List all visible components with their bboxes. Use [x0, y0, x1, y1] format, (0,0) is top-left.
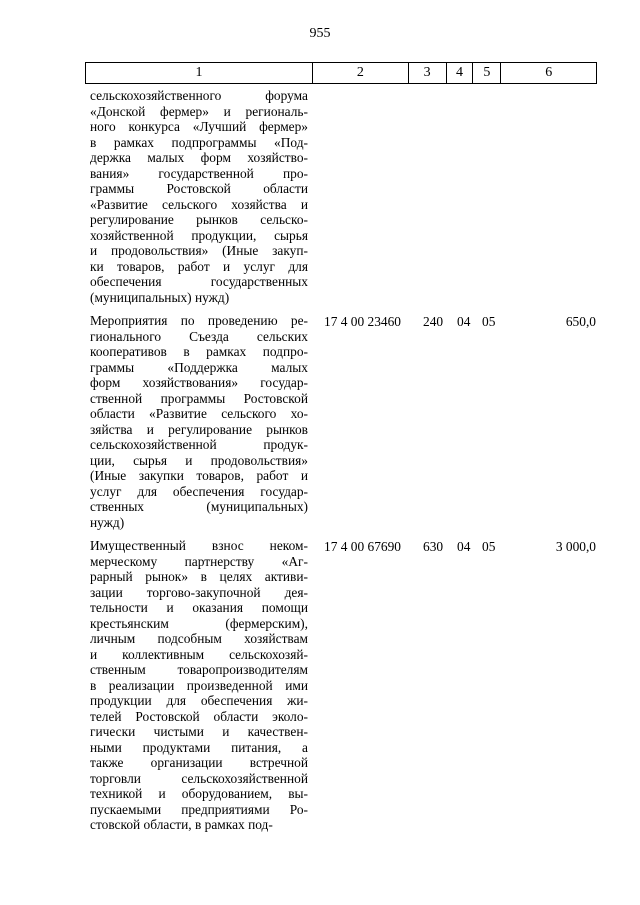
description-line: в реализации произведенной ими [90, 677, 308, 693]
description-line: крестьянским (фермерским), [90, 615, 308, 631]
description-line: и продовольствия» (Иные закуп- [90, 243, 308, 258]
header-cell-3: 3 [409, 63, 447, 83]
table-row [90, 538, 600, 833]
description-line: сельскохозяйственной продук- [90, 437, 308, 452]
row-vr: 630 [423, 539, 444, 554]
row-description [90, 313, 308, 530]
description-line: граммы Ростовской области [90, 181, 308, 196]
description-line: «Донской фермер» и региональ- [90, 103, 308, 119]
header-cell-1: 1 [86, 63, 313, 83]
table-row [90, 88, 600, 305]
description-line: ственным товаропроизводителям [90, 662, 308, 677]
row-sum: 650,0 [565, 314, 596, 329]
description-line: регулирование рынков сельско- [90, 212, 308, 227]
header-cell-5: 5 [473, 63, 501, 83]
description-line: (Иные закупки товаров, работ и [90, 468, 308, 483]
description-line: (муниципальных) нужд) [90, 289, 230, 305]
description-line: нужд) [90, 514, 125, 530]
row-code: 17 4 00 67690 [324, 539, 401, 554]
description-line: граммы «Поддержка малых [90, 359, 308, 375]
description-line: ции, сырья и продовольствия» [90, 452, 308, 468]
description-line: и коллективным сельскохозяй- [90, 646, 308, 662]
description-line: в рамках подпрограммы «Под- [90, 134, 308, 150]
description-line: форм хозяйствования» государ- [90, 375, 308, 390]
row-rz: 04 [457, 539, 471, 554]
description-line: зяйства и регулирование рынков [90, 421, 308, 437]
description-line: ного конкурса «Лучший фермер» [90, 119, 308, 134]
description-line: кооперативов в рамках подпро- [90, 344, 308, 359]
description-line: хозяйственной продукции, сырья [90, 227, 308, 243]
description-line: личным подсобным хозяйствам [90, 631, 308, 646]
row-code: 17 4 00 23460 [324, 314, 401, 329]
description-line: пускаемыми предприятиями Ро- [90, 801, 308, 817]
row-pr: 05 [482, 539, 496, 554]
description-line: тельности и оказания помощи [90, 600, 308, 615]
description-line: гионального Съезда сельских [90, 328, 308, 344]
table-body [90, 88, 600, 833]
table-row [90, 313, 600, 530]
description-line: Имущественный взнос неком- [90, 538, 308, 553]
description-line: сельскохозяйственного форума [90, 88, 308, 103]
description-line: услуг для обеспечения государ- [90, 483, 308, 499]
description-line: продукции для обеспечения жи- [90, 693, 308, 708]
description-line: «Развитие сельского хозяйства и [90, 196, 308, 212]
description-line: ки товаров, работ и услуг для [90, 258, 308, 274]
description-line: стовской области, в рамках под- [90, 817, 273, 832]
description-line: Мероприятия по проведению ре- [90, 313, 308, 328]
description-line: зации торгово-закупочной дея- [90, 584, 308, 600]
description-line: области «Развитие сельского хо- [90, 406, 308, 421]
page-number: 955 [309, 26, 331, 41]
description-line: также организации встречной [90, 755, 308, 770]
header-cell-2: 2 [313, 63, 409, 83]
row-vr: 240 [423, 314, 444, 329]
description-line: мерческому партнерству «Аг- [90, 553, 308, 569]
row-rz: 04 [457, 314, 471, 329]
header-cell-4: 4 [447, 63, 474, 83]
row-description [90, 538, 308, 833]
description-line: техникой и оборудованием, вы- [90, 786, 308, 801]
description-line: ственных (муниципальных) [90, 499, 308, 514]
description-line: телей Ростовской области эколо- [90, 708, 308, 724]
description-line: ными продуктами питания, а [90, 739, 308, 755]
row-sum: 3 000,0 [555, 539, 596, 554]
table-header [85, 62, 597, 84]
description-line: вания» государственной про- [90, 165, 308, 181]
description-line: обеспечения государственных [90, 274, 308, 289]
description-line: гически чистыми и качествен- [90, 724, 308, 739]
description-line: держка малых форм хозяйство- [90, 150, 308, 165]
header-cell-6: 6 [545, 65, 553, 80]
row-pr: 05 [482, 314, 496, 329]
description-line: торговли сельскохозяйственной [90, 770, 308, 786]
row-description [90, 88, 308, 305]
description-line: рарный рынок» в целях активи- [90, 569, 308, 584]
description-line: ственной программы Ростовской [90, 390, 308, 406]
